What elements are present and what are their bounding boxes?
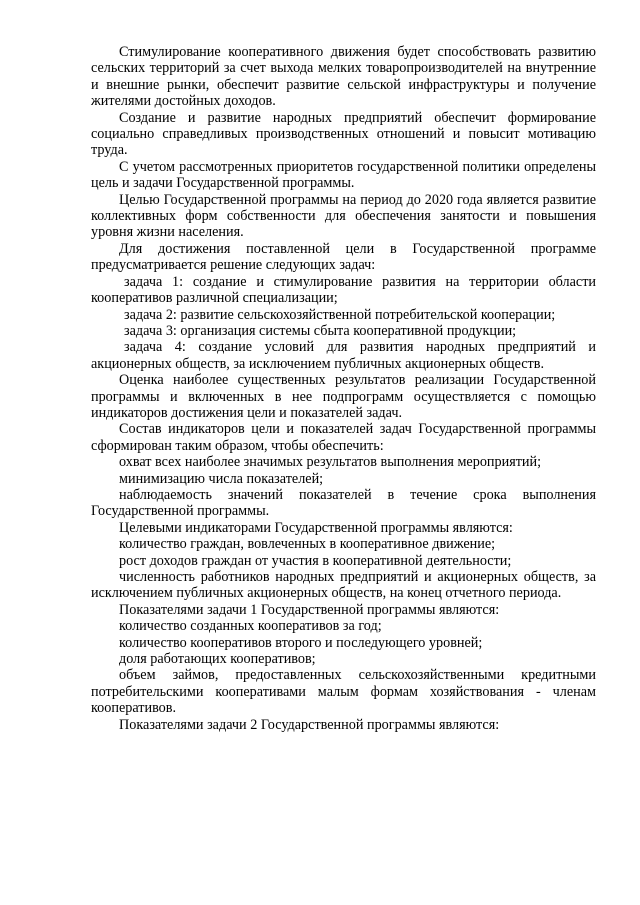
list-item: количество кооперативов второго и последующего уровней; [119,634,483,651]
paragraph: Состав индикаторов цели и показателей задач Государственной программы сформирован таким образом, чтобы обеспечить: [91,421,596,454]
list-item: минимизацию числа показателей; [119,470,324,487]
paragraph: Показателями задачи 2 Государственной программы являются: [119,716,500,733]
task-item: задача 3: организация системы сбыта кооперативной продукции; [124,322,517,339]
paragraph: Целью Государственной программы на период до 2020 года является развитие коллективных форм собственности для обеспечения занятости и повышения уровня жизни населения. [91,191,596,241]
list-item: охват всех наиболее значимых результатов выполнения мероприятий; [119,454,542,471]
paragraph: Стимулирование кооперативного движения будет способствовать развитию сельских территорий за счет выхода мелких товаропроизводителей на внутренние и внешние рынки, обеспечит развитие сельской инфраструктуры и получение жителями достойных доходов. [91,44,596,110]
list-item: численность работников народных предприятий и акционерных обществ, за исключением публичных акционерных обществ, на конец отчетного периода. [91,569,596,602]
list-item: рост доходов граждан от участия в кооперативной деятельности; [119,552,512,569]
paragraph: Целевыми индикаторами Государственной программы являются: [119,519,513,536]
list-item: наблюдаемость значений показателей в течение срока выполнения Государственной программы. [91,486,596,520]
document-page [91,44,596,733]
task-item: задача 4: создание условий для развития народных предприятий и акционерных обществ, за исключением публичных акционерных обществ. [91,339,596,372]
list-item: объем займов, предоставленных сельскохозяйственными кредитными потребительскими кооперативами малым формам хозяйствования - членам кооперативов. [91,667,596,717]
list-item: количество созданных кооперативов за год; [119,618,382,635]
paragraph: Оценка наиболее существенных результатов реализации Государственной программы и включенных в нее подпрограмм осуществляется с помощью индикаторов достижения цели и показателей задач. [91,372,596,421]
paragraph: Показателями задачи 1 Государственной программы являются: [119,601,500,618]
paragraph: Создание и развитие народных предприятий обеспечит формирование социально справедливых производственных отношений и повысит мотивацию труда. [91,109,596,159]
paragraph: С учетом рассмотренных приоритетов государственной политики определены цель и задачи Государственной программы. [91,158,596,192]
task-item: задача 1: создание и стимулирование развития на территории области кооперативов различной специализации; [91,273,596,307]
list-item: доля работающих кооперативов; [119,651,316,668]
list-item: количество граждан, вовлеченных в кооперативное движение; [119,536,496,553]
task-item: задача 2: развитие сельскохозяйственной потребительской кооперации; [124,306,556,323]
paragraph: Для достижения поставленной цели в Государственной программе предусматривается решение следующих задач: [91,240,596,274]
